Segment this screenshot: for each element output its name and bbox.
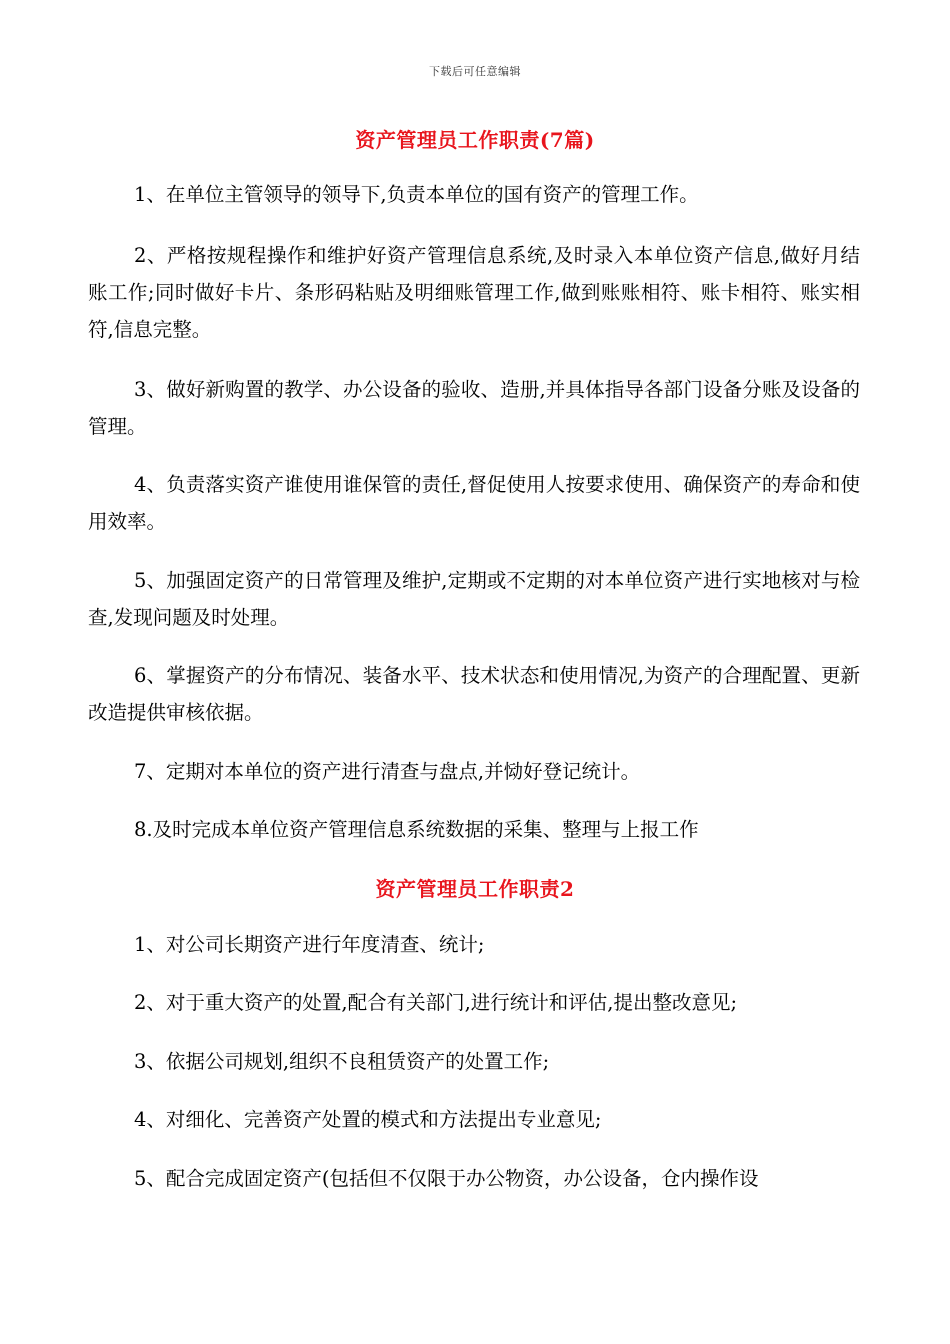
section1-item-4: 4、负责落实资产谁使用谁保管的责任,督促使用人按要求使用、确保资产的寿命和使用效率。 [88,473,860,533]
header-note: 下载后可任意编辑 [429,65,521,78]
section1-title: 资产管理员工作职责(7篇) [355,128,595,152]
section2-item-4: 4、对细化、完善资产处置的模式和方法提出专业意见; [134,1108,602,1131]
section1-item-2: 2、严格按规程操作和维护好资产管理信息系统,及时录入本单位资产信息,做好月结账工作;同时做好卡片、条形码粘贴及明细账管理工作,做到账账相符、账卡相符、账实相符,信息完整。 [88,244,860,341]
section1-item-1: 1、在单位主管领导的领导下,负责本单位的国有资产的管理工作。 [134,183,699,206]
section2-title: 资产管理员工作职责2 [375,877,575,901]
section1-item-8: 8.及时完成本单位资产管理信息系统数据的采集、整理与上报工作 [134,818,699,841]
section2-item-1: 1、对公司长期资产进行年度清查、统计; [134,933,485,956]
section1-item-7: 7、定期对本单位的资产进行清查与盘点,并恸好登记统计。 [134,760,641,783]
section1-item-3: 3、做好新购置的教学、办公设备的验收、造册,并具体指导各部门设备分账及设备的管理。 [88,378,860,438]
section1-item-6: 6、掌握资产的分布情况、装备水平、技术状态和使用情况,为资产的合理配置、更新改造提供审核依据。 [88,664,860,724]
section2-item-5: 5、配合完成固定资产(包括但不仅限于办公物资，办公设备，仓内操作设 [134,1167,759,1190]
section1-item-5: 5、加强固定资产的日常管理及维护,定期或不定期的对本单位资产进行实地核对与检查,发现问题及时处理。 [88,569,860,629]
section2-item-2: 2、对于重大资产的处置,配合有关部门,进行统计和评估,提出整改意见; [134,991,738,1014]
section2-item-3: 3、依据公司规划,组织不良租赁资产的处置工作; [134,1050,550,1073]
